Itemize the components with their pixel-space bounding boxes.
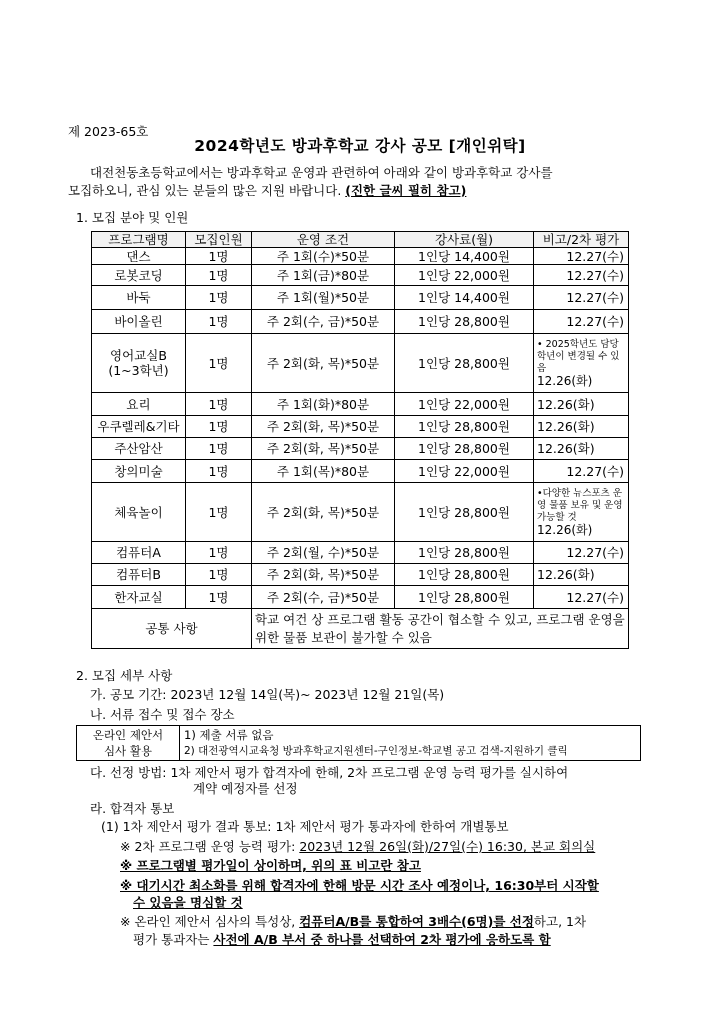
submission-heading: 나. 서류 접수 및 접수 장소	[90, 707, 235, 722]
header-fee: 강사료(월)	[395, 232, 534, 248]
program-note: 12.26(화)	[534, 416, 629, 438]
note-computer-emphasis-1: 컴퓨터A/B를 통합하여 3배수(6명)를 선정	[299, 914, 534, 929]
program-name: 댄스	[92, 248, 186, 265]
program-fee: 1인당 28,800원	[395, 334, 534, 393]
program-count: 1명	[186, 542, 252, 564]
program-count: 1명	[186, 265, 252, 286]
program-note: 12.26(화)	[534, 564, 629, 586]
submission-label-line-1: 온라인 제안서	[92, 728, 164, 742]
program-fee: 1인당 22,000원	[395, 393, 534, 416]
program-fee: 1인당 22,000원	[395, 460, 534, 483]
program-count: 1명	[186, 310, 252, 334]
program-condition: 주 2회(수, 금)*50분	[252, 310, 395, 334]
header-count: 모집인원	[186, 232, 252, 248]
note-second-round-prefix: ※ 2차 프로그램 운영 능력 평가:	[120, 839, 300, 854]
program-condition: 주 2회(수, 금)*50분	[252, 586, 395, 609]
program-note-extra: • 2025학년도 담당학년이 변경될 수 있음	[537, 339, 620, 374]
table-row	[92, 393, 629, 416]
program-condition: 주 2회(화, 목)*50분	[252, 483, 395, 542]
header-condition: 운영 조건	[252, 232, 395, 248]
program-condition: 주 1회(화)*80분	[252, 393, 395, 416]
program-name: 한자교실	[92, 586, 186, 609]
program-count: 1명	[186, 248, 252, 265]
note-computer-text-3: 평가 통과자는	[133, 932, 214, 947]
header-program: 프로그램명	[92, 232, 186, 248]
note-computer-text-1: ※ 온라인 제안서 심사의 특성상,	[120, 914, 300, 929]
program-name: 요리	[92, 393, 186, 416]
submission-details	[180, 726, 641, 761]
common-row	[92, 609, 629, 649]
intro-line-1: 대전천동초등학교에서는 방과후학교 운영과 관련하여 아래와 같이 방과후학교 강사를	[90, 165, 553, 180]
notification-first-round: (1) 1차 제안서 평가 결과 통보: 1차 제안서 평가 통과자에 한하여 개별통보	[101, 819, 509, 834]
note-computer-line-1	[120, 912, 586, 930]
program-count: 1명	[186, 334, 252, 393]
program-count: 1명	[186, 286, 252, 310]
program-name: 로봇코딩	[92, 265, 186, 286]
program-fee: 1인당 14,400원	[395, 248, 534, 265]
program-note-date: 12.26(화)	[537, 523, 593, 537]
table-row	[92, 310, 629, 334]
document-number: 제 2023-65호	[68, 124, 149, 139]
table-row	[92, 416, 629, 438]
submission-label-line-2: 심사 활용	[103, 744, 153, 758]
program-condition: 주 2회(화, 목)*50분	[252, 564, 395, 586]
table-row	[92, 483, 629, 542]
note-second-round	[120, 837, 595, 855]
program-name: 컴퓨터A	[92, 542, 186, 564]
program-fee: 1인당 28,800원	[395, 542, 534, 564]
program-fee: 1인당 14,400원	[395, 286, 534, 310]
common-label: 공통 사항	[92, 609, 252, 649]
intro-line-2	[68, 181, 466, 199]
table-row	[92, 438, 629, 460]
program-fee: 1인당 28,800원	[395, 586, 534, 609]
table-row	[92, 248, 629, 265]
program-note: 12.27(수)	[534, 265, 629, 286]
program-name: 컴퓨터B	[92, 564, 186, 586]
program-note	[534, 334, 629, 393]
program-name: 우쿠렐레&기타	[92, 416, 186, 438]
program-fee: 1인당 28,800원	[395, 416, 534, 438]
program-count: 1명	[186, 483, 252, 542]
program-note: 12.26(화)	[534, 393, 629, 416]
section-2-heading: 2. 모집 세부 사항	[76, 668, 173, 683]
program-name-line-2: (1~3학년)	[108, 363, 169, 378]
program-name-line-1: 영어교실B	[110, 348, 167, 363]
note-computer-line-2	[133, 930, 551, 948]
program-note-date: 12.26(화)	[537, 374, 593, 388]
submission-line-2: 2) 대전광역시교육청 방과후학교지원센터-구인정보-학교별 공고 검색-지원하기 클릭	[184, 745, 568, 757]
program-count: 1명	[186, 438, 252, 460]
common-text: 학교 여건 상 프로그램 활동 공간이 협소할 수 있고, 프로그램 운영을 위한 물품 보관이 불가할 수 있음	[252, 609, 629, 649]
program-note: 12.27(수)	[534, 586, 629, 609]
recruitment-table	[91, 231, 629, 649]
program-name: 체육놀이	[92, 483, 186, 542]
page-title: 2024학년도 방과후학교 강사 공모 [개인위탁]	[194, 137, 526, 155]
note-eval-date: ※ 프로그램별 평가일이 상이하며, 위의 표 비고란 참고	[120, 858, 421, 873]
program-note: 12.27(수)	[534, 460, 629, 483]
program-condition: 주 2회(화, 목)*50분	[252, 334, 395, 393]
table-row	[92, 564, 629, 586]
program-condition: 주 2회(화, 목)*50분	[252, 416, 395, 438]
program-note	[534, 483, 629, 542]
program-fee: 1인당 28,800원	[395, 438, 534, 460]
program-condition: 주 1회(수)*50분	[252, 248, 395, 265]
program-name: 바이올린	[92, 310, 186, 334]
program-note-extra: •다양한 뉴스포츠 운영 물품 보유 및 운영 가능할 것	[537, 488, 623, 523]
program-condition: 주 1회(목)*80분	[252, 460, 395, 483]
program-fee: 1인당 28,800원	[395, 564, 534, 586]
note-computer-emphasis-2: 사전에 A/B 부서 중 하나를 선택하여 2차 평가에 응하도록 함	[213, 932, 551, 947]
program-name: 주산암산	[92, 438, 186, 460]
program-name: 창의미술	[92, 460, 186, 483]
notification-heading: 라. 합격자 통보	[90, 801, 175, 816]
submission-line-1: 1) 제출 서류 없음	[184, 728, 274, 742]
program-note: 12.27(수)	[534, 286, 629, 310]
submission-table	[76, 725, 641, 761]
program-note: 12.26(화)	[534, 438, 629, 460]
note-second-round-date: 2023년 12월 26일(화)/27일(수) 16:30, 본교 회의실	[299, 839, 596, 854]
table-row	[92, 542, 629, 564]
program-note: 12.27(수)	[534, 248, 629, 265]
table-row	[92, 286, 629, 310]
program-count: 1명	[186, 564, 252, 586]
program-count: 1명	[186, 416, 252, 438]
program-count: 1명	[186, 586, 252, 609]
table-header-row	[92, 232, 629, 248]
program-fee: 1인당 22,000원	[395, 265, 534, 286]
program-name	[92, 334, 186, 393]
section-1-heading: 1. 모집 분야 및 인원	[76, 210, 189, 225]
note-waiting-line-1: ※ 대기시간 최소화를 위해 합격자에 한해 방문 시간 조사 예정이나, 16:30부터 시작할	[120, 878, 599, 893]
program-condition: 주 2회(화, 목)*50분	[252, 438, 395, 460]
selection-method-line-1: 다. 선정 방법: 1차 제안서 평가 합격자에 한해, 2차 프로그램 운영 능력 평가를 실시하여	[90, 765, 569, 780]
program-condition: 주 2회(월, 수)*50분	[252, 542, 395, 564]
program-note: 12.27(수)	[534, 310, 629, 334]
table-row	[92, 334, 629, 393]
program-count: 1명	[186, 460, 252, 483]
submission-label	[77, 726, 180, 761]
application-period: 가. 공모 기간: 2023년 12월 14일(목)~ 2023년 12월 21일(목)	[90, 687, 445, 702]
program-note: 12.27(수)	[534, 542, 629, 564]
table-row	[92, 586, 629, 609]
header-note: 비고/2차 평가	[534, 232, 629, 248]
program-condition: 주 1회(금)*80분	[252, 265, 395, 286]
table-row	[92, 460, 629, 483]
program-condition: 주 1회(월)*50분	[252, 286, 395, 310]
note-computer-text-2: 하고, 1차	[533, 914, 587, 929]
program-fee: 1인당 28,800원	[395, 310, 534, 334]
selection-method-line-2: 계약 예정자를 선정	[193, 781, 298, 796]
note-waiting-line-2: 수 있음을 명심할 것	[133, 895, 243, 910]
intro-emphasis: (진한 글씨 필히 참고)	[345, 183, 467, 198]
program-name: 바둑	[92, 286, 186, 310]
program-count: 1명	[186, 393, 252, 416]
table-row	[92, 265, 629, 286]
intro-line-2-text: 모집하오니, 관심 있는 분들의 많은 지원 바랍니다.	[68, 183, 346, 198]
program-fee: 1인당 28,800원	[395, 483, 534, 542]
